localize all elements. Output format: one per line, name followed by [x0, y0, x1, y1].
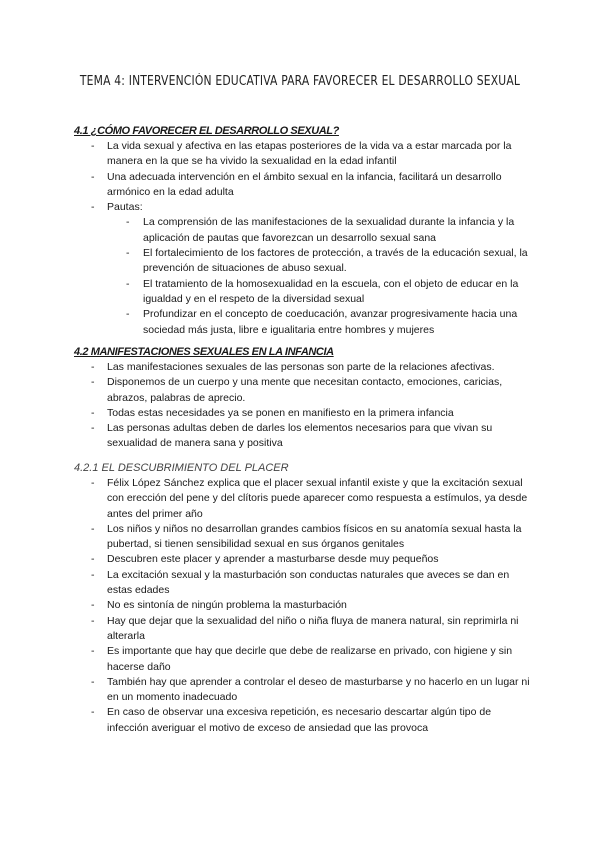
- list-item-label: Pautas:: [107, 201, 143, 214]
- section-heading-4-1: 4.1 ¿CÓMO FAVORECER EL DESARROLLO SEXUAL?: [74, 125, 339, 137]
- section-4-2-list: [91, 360, 531, 452]
- section-heading-4-2: 4.2 MANIFESTACIONES SEXUALES EN LA INFANCIA: [74, 346, 334, 358]
- sublist-item: - El fortalecimiento de los factores de protección, a través de la educación sexual, la prevención de situaciones de abuso sexual.: [126, 246, 531, 277]
- list-item: - Los niños y niños no desarrollan grandes cambios físicos en su anatomía sexual hasta la pubertad, si tienen sensibilidad sexual en sus órganos genitales: [91, 522, 531, 553]
- list-item: - También hay que aprender a controlar el deseo de masturbarse y no hacerlo en un lugar ni en un momento inadecuado: [91, 675, 531, 706]
- list-item: - Una adecuada intervención en el ámbito sexual en la infancia, facilitará un desarrollo armónico en la edad adulta: [91, 170, 531, 201]
- document-title: TEMA 4: INTERVENCIÓN EDUCATIVA PARA FAVORECER EL DESARROLLO SEXUAL: [79, 74, 521, 89]
- list-item: [91, 200, 531, 338]
- sublist-item: - El tratamiento de la homosexualidad en la escuela, con el objeto de educar en la igualdad y en el respeto de la diversidad sexual: [126, 277, 531, 308]
- list-item: - Descubren este placer y aprender a masturbarse desde muy pequeños: [91, 552, 531, 567]
- list-item: - Las manifestaciones sexuales de las personas son parte de la relaciones afectivas.: [91, 360, 531, 375]
- sublist-item: - Profundizar en el concepto de coeducación, avanzar progresivamente hacia una sociedad más justa, libre e igualitaria entre hombres y mujeres: [126, 307, 531, 338]
- section-4-2-1-list: [91, 476, 531, 736]
- sublist-item: - La comprensión de las manifestaciones de la sexualidad durante la infancia y la aplicación de pautas que favorezcan un desarrollo sexual sana: [126, 215, 531, 246]
- list-item: - Hay que dejar que la sexualidad del niño o niña fluya de manera natural, sin reprimirla ni alterarla: [91, 614, 531, 645]
- list-item: - La excitación sexual y la masturbación son conductas naturales que aveces se dan en estas edades: [91, 568, 531, 599]
- list-item: - En caso de observar una excesiva repetición, es necesario descartar algún tipo de infección averiguar el motivo de exceso de ansiedad que las provoca: [91, 705, 531, 736]
- list-item: - Las personas adultas deben de darles los elementos necesarios para que vivan su sexualidad de manera sana y positiva: [91, 421, 531, 452]
- list-item: - Todas estas necesidades ya se ponen en manifiesto en la primera infancia: [91, 406, 531, 421]
- list-item: - Es importante que hay que decirle que debe de realizarse en privado, con higiene y sin hacerse daño: [91, 644, 531, 675]
- section-4-1-list: [91, 139, 531, 338]
- list-item: - No es sintonía de ningún problema la masturbación: [91, 598, 531, 613]
- list-item: - Félix López Sánchez explica que el placer sexual infantil existe y que la excitación sexual con erección del pene y del clítoris puede aparecer como respuesta a estímulos, ya desde antes del primer año: [91, 476, 531, 522]
- pautas-sublist: [126, 215, 531, 337]
- section-heading-4-2-1: 4.2.1 EL DESCUBRIMIENTO DEL PLACER: [74, 462, 289, 474]
- list-item: - Disponemos de un cuerpo y una mente que necesitan contacto, emociones, caricias, abrazos, palabras de aprecio.: [91, 375, 531, 406]
- list-item: - La vida sexual y afectiva en las etapas posteriores de la vida va a estar marcada por la manera en la que se ha vivido la sexualidad en la edad infantil: [91, 139, 531, 170]
